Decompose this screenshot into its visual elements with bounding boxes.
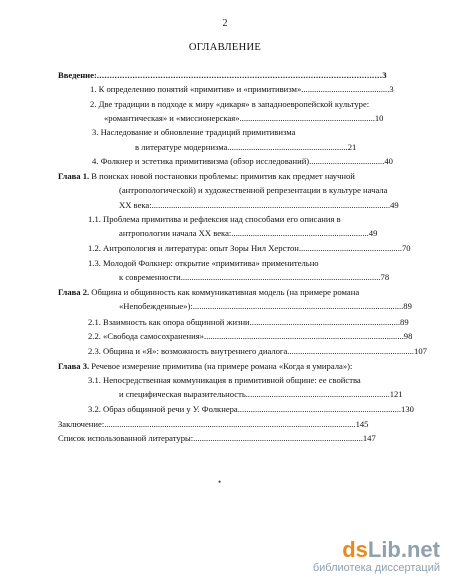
watermark	[313, 539, 440, 574]
toc-entry: антропологии начала XX века:................................................................49	[119, 228, 378, 238]
toc-entry: к современности.............................................................................................78	[119, 272, 390, 282]
toc-entry: Список использованной литературы:...............................................................................147	[58, 433, 376, 443]
toc-entry-intro: Введение:................................................................................................................3	[58, 70, 387, 80]
toc-entry-chapter2: Глава 2. Община и общинность как коммуникативная модель (на примере романа	[58, 287, 360, 297]
toc-entry: 1. К определению понятий «примитив» и «примитивизм».........................................3	[90, 84, 394, 94]
stray-mark: •	[218, 477, 222, 487]
toc-entry: 3. Наследование и обновление традиций примитивизма	[92, 127, 296, 137]
toc-entry: 2.2. «Свобода самосохранения».............................................................................................98	[88, 331, 413, 341]
toc-entry: (антропологической) и художественной репрезентации в культуре начала	[119, 185, 388, 195]
toc-entry: 2. Две традиции в подходе к миру «дикаря» в западноевропейской культуре:	[90, 99, 370, 109]
watermark-subtitle: библиотека диссертаций	[312, 562, 440, 574]
toc-entry: и специфическая выразительность...................................................................121	[119, 389, 403, 399]
toc-entry: 1.2. Антропология и литература: опыт Зоры Нил Херстон................................................70	[88, 243, 411, 253]
toc-entry-chapter3: Глава 3. Речевое измерение примитива (на примере романа «Когда я умирала»):	[58, 361, 353, 371]
toc-entry: 4. Фолкнер и эстетика примитивизма (обзор исследований)...................................40	[92, 156, 393, 166]
toc-entry: «Непобежденные»):..................................................................................................89	[119, 301, 412, 311]
toc-entry: Заключение:.....................................................................................................................145	[58, 419, 369, 429]
toc-entry: 3.1. Непосредственная коммуникация в примитивной общине: ее свойства	[88, 375, 361, 385]
toc-entry: в литературе модернизма........................................................21	[135, 142, 357, 152]
toc-entry-chapter1: Глава 1. В поисках новой постановки проблемы: примитив как предмет научной	[58, 171, 355, 181]
toc-entry: 1.3. Молодой Фолкнер: открытие «примитива» применительно	[88, 258, 319, 268]
watermark-logo: dsLib.net	[342, 537, 440, 562]
toc-entry: 2.1. Взаимность как опора общинной жизни......................................................................89	[88, 317, 409, 327]
toc-entry: XX века:...............................................................................................................49	[119, 200, 399, 210]
toc-entry: 3.2. Образ общинной речи у У. Фолкнера............................................................................130	[88, 404, 414, 414]
toc-entry: 2.3. Община и «Я»: возможность внутреннего диалога...........................................................107	[88, 346, 427, 356]
toc-entry: «романтическая» и «миссионерская»...............................................................10	[104, 113, 384, 123]
page-number: 2	[222, 18, 228, 29]
toc-title: ОГЛАВЛЕНИЕ	[188, 42, 262, 53]
toc-entry: 1.1. Проблема примитива и рефлексия над способами его описания в	[88, 214, 341, 224]
